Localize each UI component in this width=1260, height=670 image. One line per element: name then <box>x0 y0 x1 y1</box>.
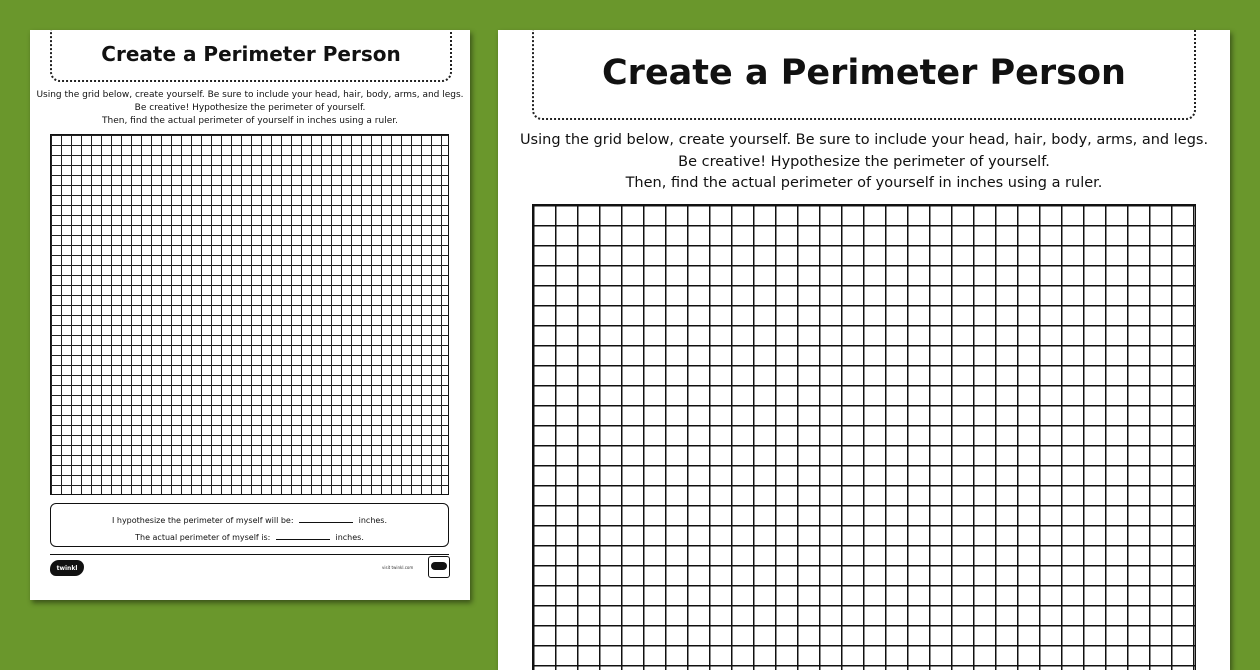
worksheet-preview-large <box>498 30 1230 670</box>
instruction-line: Using the grid below, create yourself. Be sure to include your head, hair, body, arms, and legs. <box>519 132 1209 148</box>
answer-box <box>50 503 449 547</box>
hypothesis-unit: inches. <box>358 516 388 525</box>
instruction-line: Then, find the actual perimeter of yourself in inches using a ruler. <box>625 175 1103 191</box>
footer-divider <box>50 554 449 555</box>
instruction-line: Be creative! Hypothesize the perimeter of yourself. <box>134 103 366 113</box>
instruction-line: Using the grid below, create yourself. Be sure to include your head, hair, body, arms, and legs. <box>36 90 464 100</box>
instructions <box>30 89 470 128</box>
worksheet-preview-small <box>30 30 470 600</box>
hypothesis-label: I hypothesize the perimeter of myself will be: <box>111 516 294 525</box>
instruction-line: Be creative! Hypothesize the perimeter of yourself. <box>678 153 1050 170</box>
instruction-line: Then, find the actual perimeter of yourself in inches using a ruler. <box>102 116 398 126</box>
actual-unit: inches. <box>335 533 364 542</box>
actual-blank <box>276 531 330 540</box>
instructions-large <box>498 130 1230 195</box>
hypothesis-blank <box>299 514 353 523</box>
hypothesis-line <box>51 512 448 529</box>
drawing-grid <box>50 134 449 495</box>
page-title: Create a Perimeter Person <box>50 30 452 82</box>
actual-line <box>51 529 448 546</box>
twinkl-logo: twinkl <box>50 560 84 576</box>
page-title-large: Create a Perimeter Person <box>532 30 1196 120</box>
footer-url: visit twinkl.com <box>382 565 414 570</box>
badge-icon <box>428 556 450 578</box>
actual-label: The actual perimeter of myself is: <box>135 533 271 542</box>
drawing-grid-large <box>532 204 1196 670</box>
